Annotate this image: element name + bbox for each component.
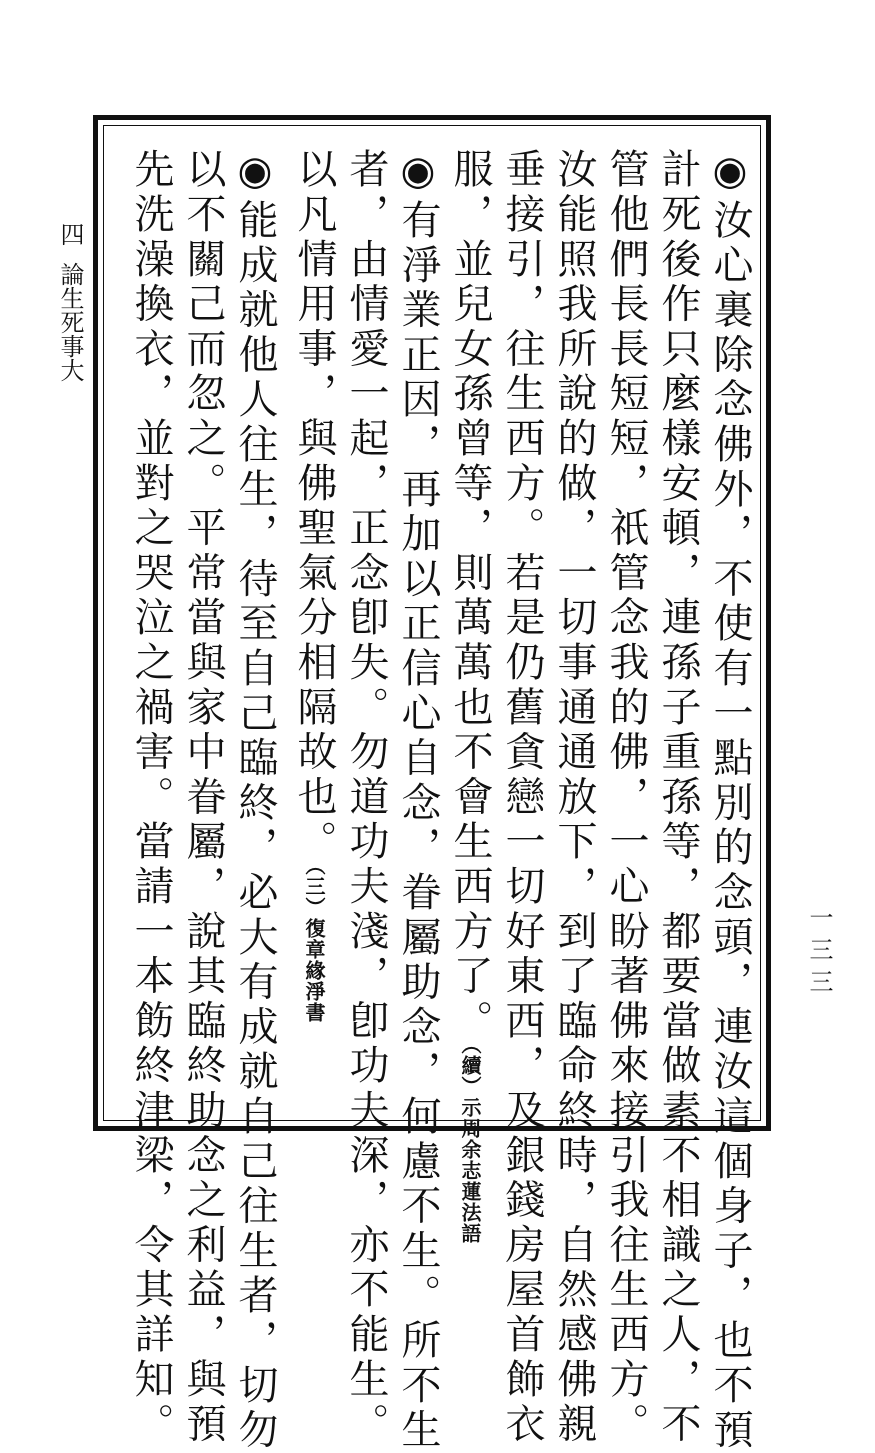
column-text: ◉有淨業正因，再加以正信心自念，眷屬助念，何慮不生。所不生 — [395, 148, 441, 1453]
column-text: 者，由情愛一起，正念卽失。勿道功夫淺，卽功夫深，亦不能生。 — [343, 148, 389, 1448]
text-column-6 — [445, 148, 495, 1244]
column-text: 垂接引，往生西方。若是仍舊貪戀一切好東西，及銀錢房屋首飾衣 — [499, 148, 545, 1448]
column-text: 計死後作只麼樣安頓，連孫子重孫等，都要當做素不相識之人，不 — [655, 148, 701, 1448]
section-title: 論生死事大 — [56, 262, 84, 382]
column-text: 汝能照我所說的做，一切事通通放下，到了臨命終時，自然感佛親 — [551, 148, 597, 1448]
source-note: （三）復章緣淨書 — [302, 864, 326, 1023]
text-column-10 — [230, 148, 280, 1453]
column-text: ◉能成就他人往生，待至自己臨終，必大有成就自己往生者，切勿 — [232, 148, 278, 1453]
section-number: 四 — [56, 222, 84, 246]
text-column-2 — [653, 148, 703, 1448]
text-column-3 — [601, 148, 651, 1448]
text-column-7 — [393, 148, 443, 1453]
text-column-12 — [126, 148, 176, 1448]
page-number: 一三三 — [805, 905, 833, 1001]
column-text: 服，並兒女孫曾等，則萬萬也不會生西方了。 — [447, 148, 493, 1044]
column-text: 管他們長長短短，祇管念我的佛，一心盼著佛來接引我往生西方。 — [603, 148, 649, 1448]
text-column-8 — [341, 148, 391, 1448]
source-note: （續）示周余志蓮法語 — [458, 1044, 482, 1244]
text-column-5 — [497, 148, 547, 1448]
text-column-4 — [549, 148, 599, 1448]
text-column-1 — [705, 148, 755, 1453]
text-column-11 — [178, 148, 228, 1448]
column-text: 先洗澡換衣，並對之哭泣之禍害。當請一本飭終津梁，令其詳知。 — [128, 148, 174, 1448]
text-column-9 — [289, 148, 339, 1098]
column-text: ◉汝心裏除念佛外，不使有一點別的念頭，連汝這個身子，也不預 — [707, 148, 753, 1453]
column-text: 以凡情用事，與佛聖氣分相隔故也。 — [291, 148, 337, 865]
column-text: 以不關己而忽之。平常當與家中眷屬，說其臨終助念之利益，與預 — [180, 148, 226, 1448]
